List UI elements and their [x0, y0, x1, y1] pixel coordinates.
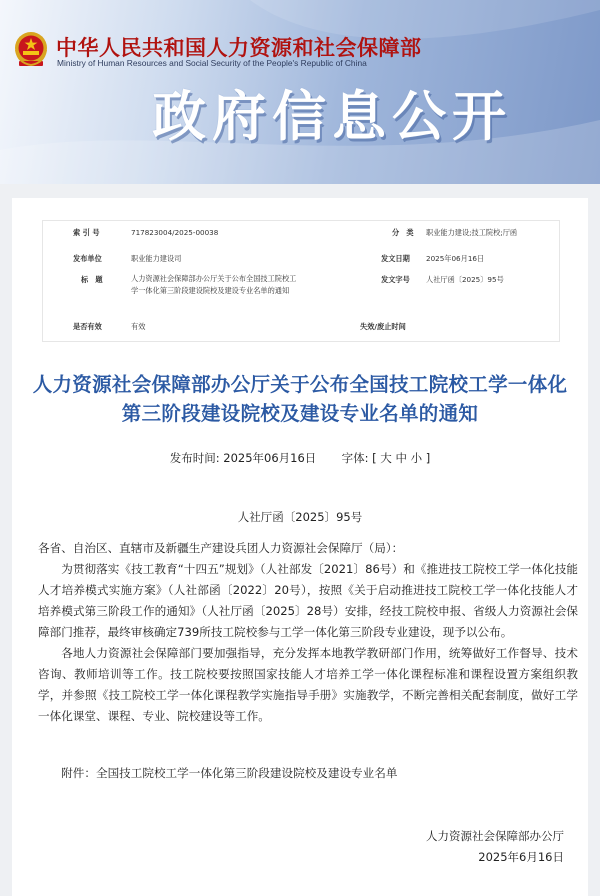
ministry-name-cn[interactable]: 中华人民共和国人力资源和社会保障部 [56, 35, 422, 60]
meta-publisher-label: 发布单位 [73, 254, 102, 263]
meta-category-label: 分 类 [392, 228, 414, 237]
attachment-link[interactable]: 附件：全国技工院校工学一体化第三阶段建设院校及建设专业名单 [61, 766, 398, 780]
document-title: 人力资源社会保障部办公厅关于公布全国技工院校工学一体化第三阶段建设院校及建设专业名单的通知 [32, 373, 568, 425]
publish-info-bar [12, 450, 588, 466]
national-emblem-icon [13, 30, 49, 68]
header-banner [0, 0, 600, 184]
meta-title-label: 标 题 [81, 275, 103, 284]
meta-issue-date-label: 发文日期 [381, 254, 410, 263]
attachment-block [38, 763, 578, 784]
body-paragraph-1: 为贯彻落实《技工教育“十四五”规划》（人社部发〔2021〕86号）和《推进技工院校工学一体化技能人才培养模式实施方案》（人社部函〔2022〕20号），按照《关于启动推进技工院校工学一体化技能人才培养模式第三阶段工作的通知》（人社厅函〔2025〕28号）安排，经技工院校申报、省级人力资源社会保障部门推荐，最终审核确定739所技工院校参与工学一体化第三阶段专业建设，现予以公布。 [38, 562, 578, 639]
signer-name: 人力资源社会保障部办公厅 [426, 829, 564, 843]
salutation: 各省、自治区、直辖市及新疆生产建设兵团人力资源社会保障厅（局）： [38, 541, 404, 555]
font-size-label: 字体: [341, 451, 369, 465]
document-sheet [12, 198, 588, 896]
body-paragraph-2: 各地人力资源社会保障部门要加强指导，充分发挥本地教学教研部门作用，统筹做好工作督导、技术咨询、教师培训等工作。技工院校要按照国家技能人才培养工学一体化课程标准和课程设置方案组织教学，并参照《技工院校工学一体化课程教学实施指导手册》实施教学，不断完善相关配套制度，做好工学一体化课堂、课程、专业、院校建设等工作。 [38, 646, 578, 723]
publish-time-value: 2025年06月16日 [223, 451, 317, 465]
ministry-name-en: Ministry of Human Resources and Social Security of the People's Republic of China [57, 58, 367, 68]
meta-docno-label: 发文字号 [381, 275, 410, 284]
meta-title-value: 人力资源社会保障部办公厅关于公布全国技工院校工学一体化第三阶段建设院校及建设专业名单的通知 [131, 274, 297, 295]
meta-index-label: 索 引 号 [73, 228, 100, 237]
meta-validity-label: 是否有效 [73, 322, 102, 331]
document-number: 人社厅函〔2025〕95号 [237, 510, 363, 524]
font-size-controls[interactable]: [ 大 中 小 ] [372, 451, 431, 465]
publish-time-label: 发布时间: [169, 451, 220, 465]
meta-issue-date-value: 2025年06月16日 [426, 254, 485, 263]
meta-publisher-value: 职业能力建设司 [131, 254, 182, 263]
metadata-table [42, 220, 560, 342]
signature-block [426, 826, 564, 868]
meta-docno-value: 人社厅函〔2025〕95号 [426, 275, 504, 284]
meta-expiry-label: 失效/废止时间 [360, 322, 406, 331]
banner-title: 政府信息公开 [152, 85, 512, 148]
sign-date: 2025年6月16日 [478, 850, 564, 864]
meta-index-value: 717823004/2025-00038 [131, 228, 219, 237]
meta-category-value: 职业能力建设;技工院校;厅函 [426, 228, 518, 237]
meta-validity-value: 有效 [131, 322, 146, 331]
document-body [38, 538, 578, 727]
